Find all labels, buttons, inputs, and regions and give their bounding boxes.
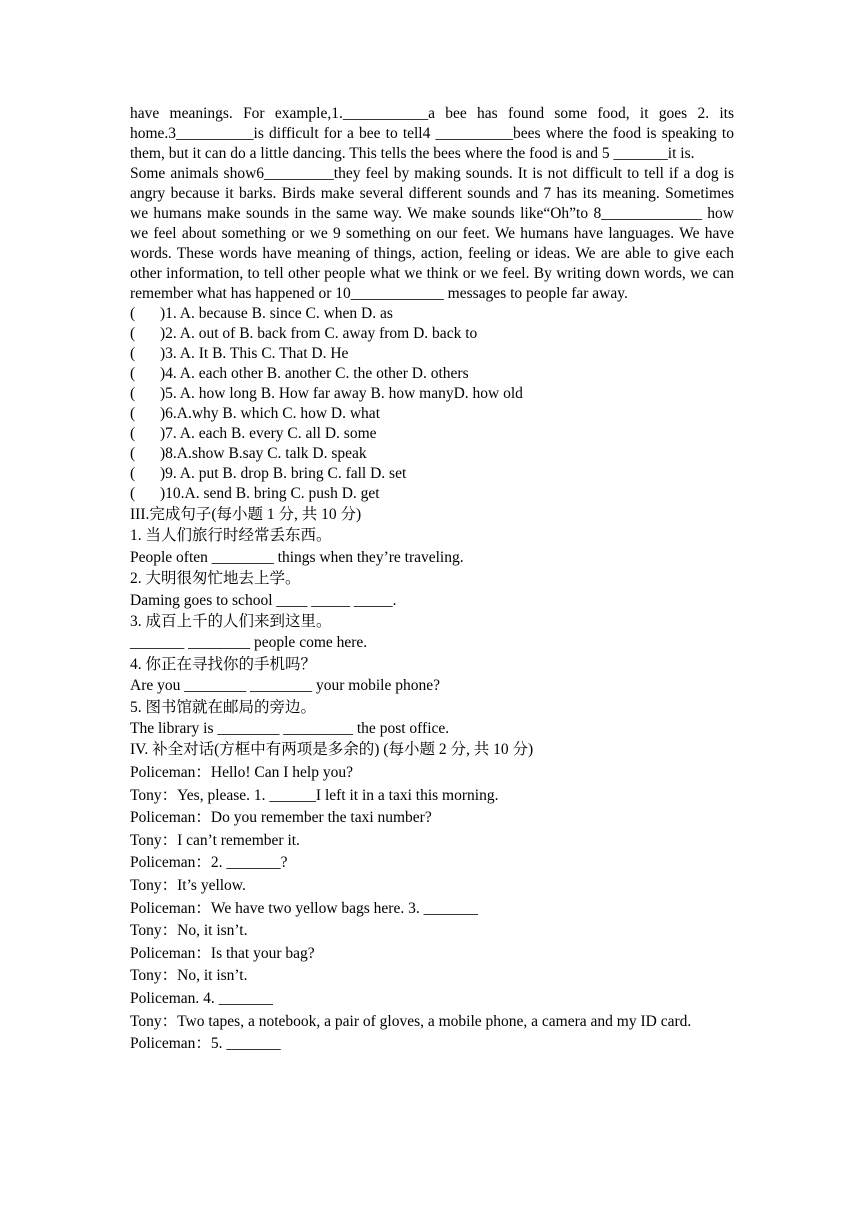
option-row — [130, 364, 734, 384]
worksheet — [130, 104, 734, 1056]
section-heading: IV. 补全对话(方框中有两项是多余的) (每小题 2 分, 共 10 分) — [130, 741, 534, 759]
option-text: )9. A. put B. drop B. bring C. fall D. set — [160, 465, 407, 482]
sentence-chinese: 1. 当人们旅行时经常丢东西。 — [130, 527, 332, 545]
dialogue-line: Policeman：We have two yellow bags here. 3. _______ — [130, 899, 478, 917]
dialogue-line: Policeman. 4. _______ — [130, 990, 273, 1007]
sentence-english: People often ________ things when they’re traveling. — [130, 548, 464, 566]
answer-paren: ( — [130, 365, 136, 382]
answer-paren: ( — [130, 405, 136, 422]
answer-paren: ( — [130, 465, 136, 482]
option-row — [130, 424, 734, 444]
option-text: )4. A. each other B. another C. the other D. others — [160, 365, 469, 382]
answer-paren: ( — [130, 485, 136, 502]
option-text: )3. A. It B. This C. That D. He — [160, 345, 349, 362]
dialogue-line: Policeman：5. _______ — [130, 1035, 281, 1053]
option-row — [130, 484, 734, 504]
option-row — [130, 404, 734, 424]
answer-options — [130, 304, 734, 504]
dialogue-line: Policeman：2. _______? — [130, 854, 288, 872]
sentence-chinese: 2. 大明很匆忙地去上学。 — [130, 570, 301, 588]
cloze-passage — [130, 104, 734, 304]
dialogue-line: Tony：No, it isn’t. — [130, 922, 248, 940]
answer-paren: ( — [130, 445, 136, 462]
option-text: )2. A. out of B. back from C. away from D. back to — [160, 325, 478, 342]
dialogue-line: Tony：It’s yellow. — [130, 877, 246, 895]
option-row — [130, 304, 734, 324]
section-heading: III.完成句子(每小题 1 分, 共 10 分) — [130, 506, 362, 523]
answer-paren: ( — [130, 305, 136, 322]
answer-paren: ( — [130, 325, 136, 342]
answer-paren: ( — [130, 385, 136, 402]
dialogue-line: Tony：I can’t remember it. — [130, 831, 300, 849]
sentence-english: Daming goes to school ____ _____ _____. — [130, 591, 397, 609]
option-row — [130, 344, 734, 364]
option-text: )10.A. send B. bring C. push D. get — [160, 485, 380, 502]
option-row — [130, 444, 734, 464]
option-row — [130, 384, 734, 404]
option-text: )7. A. each B. every C. all D. some — [160, 425, 377, 442]
passage-paragraph-2: Some animals show6_________they feel by making sounds. It is not difficult to tell if a dog is angry because it barks. Birds make several different sounds and 7 has its meaning. Sometimes we humans make sounds in the same way. We make sounds like“Oh”to 8_____________ how we feel about something or we 9 something on our feet. We humans have languages. We have words. These words have meaning of things, action, feeling or ideas. We are able to give each other information, to tell other people what we think or we feel. By writing down words, we can remember what has happened or 10____________ messages to people far away. — [130, 165, 734, 302]
dialogue-line: Tony：Two tapes, a notebook, a pair of gloves, a mobile phone, a camera and my ID card. — [130, 1012, 692, 1030]
dialogue-line: Policeman：Is that your bag? — [130, 944, 315, 962]
sentence-chinese: 3. 成百上千的人们来到这里。 — [130, 613, 332, 631]
option-text: )8.A.show B.say C. talk D. speak — [160, 445, 367, 462]
section-dialogue — [130, 739, 734, 1055]
sentence-english: The library is ________ _________ the post office. — [130, 720, 450, 738]
answer-paren: ( — [130, 425, 136, 442]
dialogue-line: Tony：No, it isn’t. — [130, 967, 248, 985]
passage-paragraph-1: have meanings. For example,1.___________a bee has found some food, it goes 2. its home.3__________is difficult for a bee to tell4 __________bees where the food is speaking to them, but it can do a little dancing. This tells the bees where the food is and 5 _______it is. — [130, 105, 734, 162]
sentence-english: _______ ________ people come here. — [130, 634, 368, 652]
sentence-chinese: 4. 你正在寻找你的手机吗？ — [130, 655, 317, 673]
dialogue-line: Policeman：Hello! Can I help you? — [130, 764, 353, 782]
option-text: )6.A.why B. which C. how D. what — [160, 405, 380, 422]
option-text: )1. A. because B. since C. when D. as — [160, 305, 393, 322]
answer-paren: ( — [130, 345, 136, 362]
sentence-english: Are you ________ ________ your mobile phone? — [130, 677, 440, 695]
option-text: )5. A. how long B. How far away B. how manyD. how old — [160, 385, 523, 402]
dialogue-line: Tony：Yes, please. 1. ______I left it in a taxi this morning. — [130, 786, 499, 804]
sentence-chinese: 5. 图书馆就在邮局的旁边。 — [130, 698, 317, 716]
option-row — [130, 464, 734, 484]
dialogue-line: Policeman：Do you remember the taxi number? — [130, 809, 432, 827]
option-row — [130, 324, 734, 344]
section-complete-sentences — [130, 504, 734, 739]
